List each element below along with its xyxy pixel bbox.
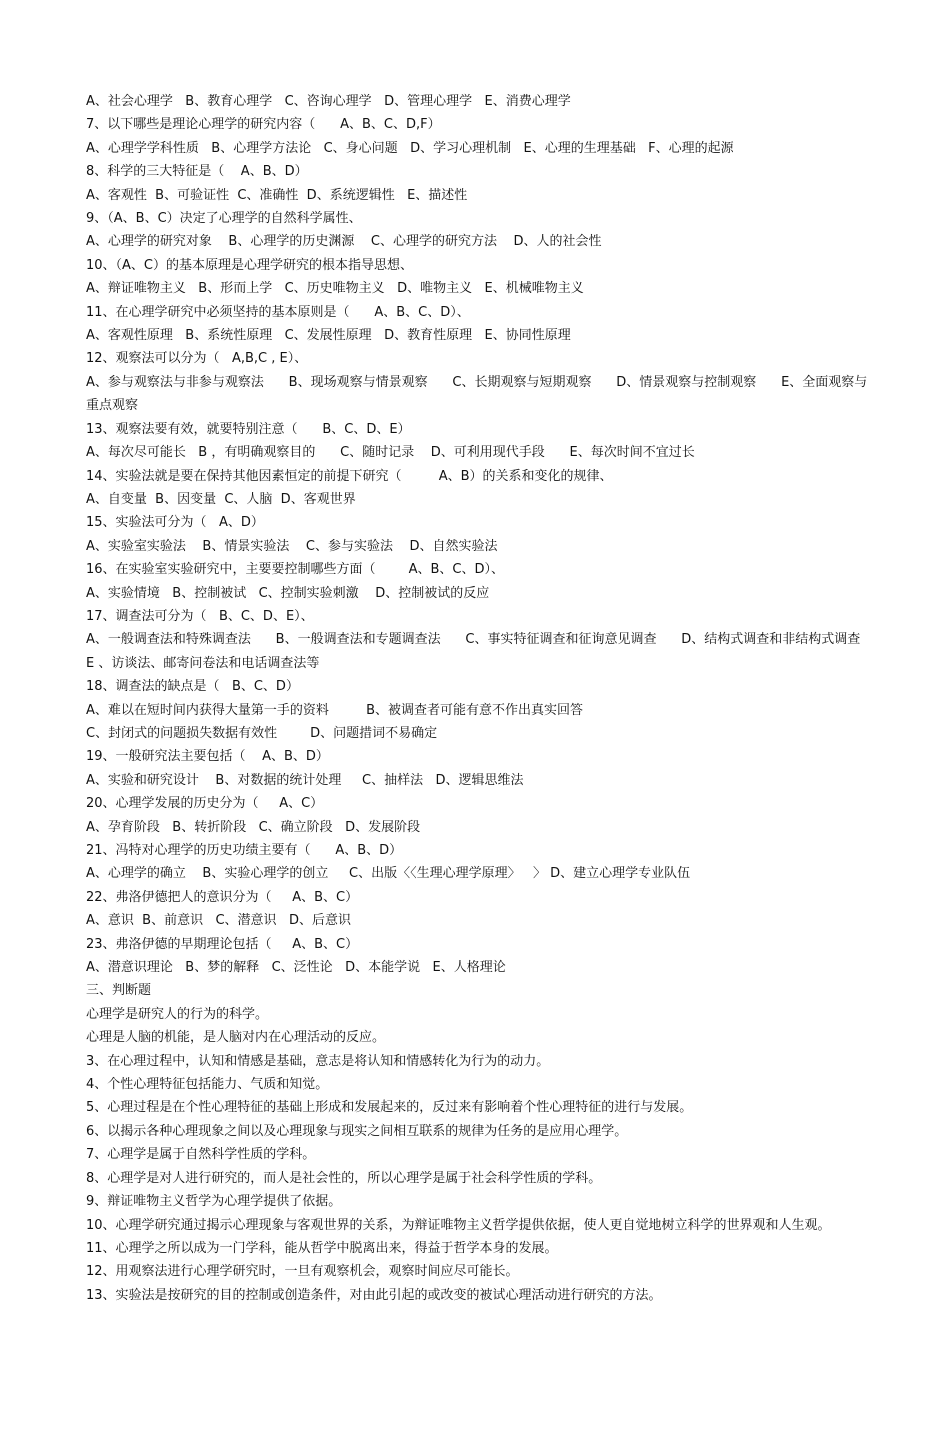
text-line: 心理学是研究人的行为的科学。 xyxy=(86,1006,269,1022)
text-line: A、孕育阶段 B、转折阶段 C、确立阶段 D、发展阶段 xyxy=(86,819,421,835)
text-line: 13、实验法是按研究的目的控制或创造条件，对由此引起的或改变的被试心理活动进行研究的方法。 xyxy=(86,1287,662,1303)
text-line: 7、以下哪些是理论心理学的研究内容（ A、B、C、D,F） xyxy=(86,117,441,133)
text-line: 16、在实验室实验研究中，主要要控制哪些方面（ A、B、C、D）、 xyxy=(86,562,504,578)
text-line: 19、一般研究法主要包括（ A、B、D） xyxy=(86,749,329,765)
text-line: A、每次尽可能长 B ，有明确观察目的 C、随时记录 D、可利用现代手段 E、每次时间不宜过长 xyxy=(86,445,695,461)
text-line: A、意识 B、前意识 C、潜意识 D、后意识 xyxy=(86,913,351,929)
text-line: A、潜意识理论 B、梦的解释 C、泛性论 D、本能学说 E、人格理论 xyxy=(86,960,506,976)
text-line: A、客观性原理 B、系统性原理 C、发展性原理 D、教育性原理 E、协同性原理 xyxy=(86,328,571,344)
text-line: 11、在心理学研究中必须坚持的基本原则是（ A、B、C、D）、 xyxy=(86,304,470,320)
text-line: A、自变量 B、因变量 C、人脑 D、客观世界 xyxy=(86,491,356,507)
text-line: A、客观性 B、可验证性 C、准确性 D、系统逻辑性 E、描述性 xyxy=(86,187,468,203)
text-line: 23、弗洛伊德的早期理论包括（ A、B、C） xyxy=(86,936,359,952)
text-line: A、辩证唯物主义 B、形而上学 C、历史唯物主义 D、唯物主义 E、机械唯物主义 xyxy=(86,281,584,297)
text-line: 17、调查法可分为（ B、C、D、E）、 xyxy=(86,608,314,624)
text-line: A、心理学的确立 B、实验心理学的创立 C、出版〈〈生理心理学原理〉 〉 D、建立心理学专业队伍 xyxy=(86,866,691,882)
text-line: A、心理学的研究对象 B、心理学的历史渊源 C、心理学的研究方法 D、人的社会性 xyxy=(86,234,602,250)
text-line: 12、用观察法进行心理学研究时，一旦有观察机会，观察时间应尽可能长。 xyxy=(86,1264,519,1280)
text-line: 12、观察法可以分为（ A,B,C , E）、 xyxy=(86,351,308,367)
text-line: 11、心理学之所以成为一门学科，能从哲学中脱离出来，得益于哲学本身的发展。 xyxy=(86,1240,558,1256)
text-line: A、一般调查法和特殊调查法 B、一般调查法和专题调查法 C、事实特征调查和征询意见调查 D、结构式调查和非结构式调查 E 、访谈法、邮寄问卷法和电话调查法等 xyxy=(86,632,873,671)
text-line: 8、科学的三大特征是（ A、B、D） xyxy=(86,164,308,180)
text-line: A、参与观察法与非参与观察法 B、现场观察与情景观察 C、长期观察与短期观察 D、情景观察与控制观察 E、全面观察与重点观察 xyxy=(86,374,868,414)
text-line: 5、心理过程是在个性心理特征的基础上形成和发展起来的，反过来有影响着个性心理特征的进行与发展。 xyxy=(86,1100,693,1116)
text-line: A、实验和研究设计 B、对数据的统计处理 C、抽样法 D、逻辑思维法 xyxy=(86,772,524,788)
text-line: 13、观察法要有效，就要特别注意（ B、C、D、E） xyxy=(86,421,411,437)
text-line: A、实验室实验法 B、情景实验法 C、参与实验法 D、自然实验法 xyxy=(86,538,498,554)
text-line: 7、心理学是属于自然科学性质的学科。 xyxy=(86,1147,316,1163)
text-line: 4、个性心理特征包括能力、气质和知觉。 xyxy=(86,1077,329,1093)
text-line: 9、（A、B、C）决定了心理学的自然科学属性、 xyxy=(86,211,362,227)
document-body xyxy=(86,90,876,1307)
text-line: 8、心理学是对人进行研究的，而人是社会性的，所以心理学是属于社会科学性质的学科。 xyxy=(86,1170,602,1186)
text-line: A、实验情境 B、控制被试 C、控制实验刺激 D、控制被试的反应 xyxy=(86,585,490,601)
text-line: 6、以揭示各种心理现象之间以及心理现象与现实之间相互联系的规律为任务的是应用心理学。 xyxy=(86,1123,628,1139)
text-line: C、封闭式的问题损失数据有效性 D、问题措词不易确定 xyxy=(86,725,438,741)
text-line: A、难以在短时间内获得大量第一手的资料 B、被调查者可能有意不作出真实回答 xyxy=(86,702,584,718)
text-line: 10、（A、C）的基本原理是心理学研究的根本指导思想、 xyxy=(86,257,414,273)
text-line: 15、实验法可分为（ A、D） xyxy=(86,515,264,531)
text-line: 18、调查法的缺点是（ B、C、D） xyxy=(86,679,299,695)
text-line: 22、弗洛伊德把人的意识分为（ A、B、C） xyxy=(86,889,359,905)
text-line: 心理是人脑的机能，是人脑对内在心理活动的反应。 xyxy=(86,1030,386,1046)
text-line: 20、心理学发展的历史分为（ A、C） xyxy=(86,796,324,812)
text-line: A、心理学学科性质 B、心理学方法论 C、身心问题 D、学习心理机制 E、心理的生理基础 F、心理的起源 xyxy=(86,140,734,156)
text-line: 14、实验法就是要在保持其他因素恒定的前提下研究（ A、B）的关系和变化的规律、 xyxy=(86,468,613,484)
text-line: 9、辩证唯物主义哲学为心理学提供了依据。 xyxy=(86,1194,342,1210)
text-line: 21、冯特对心理学的历史功绩主要有（ A、B、D） xyxy=(86,843,403,858)
text-line: 3、在心理过程中，认知和情感是基础，意志是将认知和情感转化为行为的动力。 xyxy=(86,1053,550,1069)
text-line: 10、心理学研究通过揭示心理现象与客观世界的关系，为辩证唯物主义哲学提供依据，使人更自觉地树立科学的世界观和人生观。 xyxy=(86,1217,831,1233)
text-line: 三、判断题 xyxy=(86,983,152,999)
text-line: A、社会心理学 B、教育心理学 C、咨询心理学 D、管理心理学 E、消费心理学 xyxy=(86,94,571,109)
